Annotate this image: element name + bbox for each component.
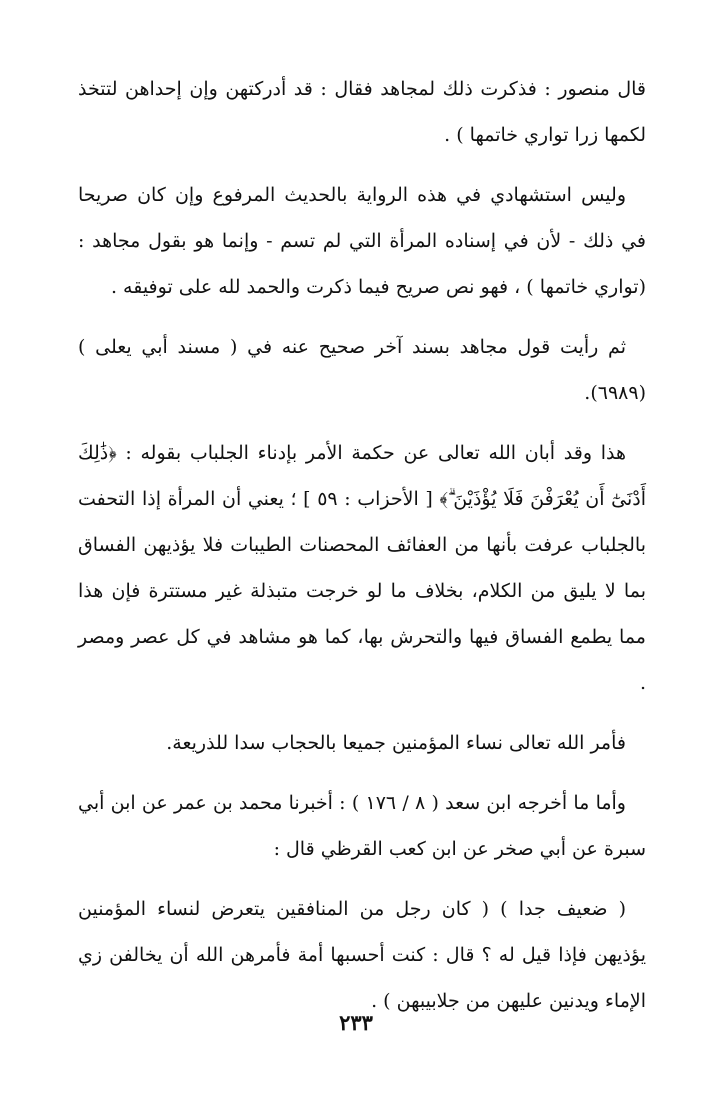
paragraph-musnad-abi-yala: ثم رأيت قول مجاهد بسند آخر صحيح عنه في ( مسند أبي يعلى ) (٦٩٨٩). <box>78 336 646 404</box>
paragraph-ibn-saad: وأما ما أخرجه ابن سعد ( ٨ / ١٧٦ ) : أخبرنا محمد بن عمر عن ابن أبي سبرة عن أبي صخر عن ابن كعب القرظي قال : <box>78 792 646 860</box>
paragraph-istishhad: وليس استشهادي في هذه الرواية بالحديث المرفوع وإن كان صريحا في ذلك - لأن في إسناده المرأة التي لم تسم - وإنما هو بقول مجاهد : (تواري خاتمها ) ، فهو نص صريح فيما ذكرت والحمد لله على توفيقه . <box>78 184 646 298</box>
paragraph-hikmat-jilbab: هذا وقد أبان الله تعالى عن حكمة الأمر بإدناء الجلباب بقوله : ﴿ذَٰلِكَ أَدْنَىٰٓ أَن يُعْرَفْنَ فَلَا يُؤْذَيْنَ ۗ﴾ [ الأحزاب : ٥٩ ] ؛ يعني أن المرأة إذا التحفت بالجلباب عرفت بأنها من العفائف المحصنات الطيبات فلا يؤذيهن الفساق بما لا يليق من الكلام، بخلاف ما لو خرجت متبذلة غير مستترة فإن هذا مما يطمع الفساق فيها والتحرش بها، كما هو مشاهد في كل عصر ومصر . <box>78 442 647 694</box>
paragraph-amr-hijab: فأمر الله تعالى نساء المؤمنين جميعا بالحجاب سدا للذريعة. <box>166 732 626 754</box>
paragraph-mansour-quote: قال منصور : فذكرت ذلك لمجاهد فقال : قد أدركتهن وإن إحداهن لتتخذ لكمها زرا تواري خاتمها ) . <box>78 78 646 146</box>
page-number: ٢٣٣ <box>339 1010 373 1035</box>
paragraph-daif-jiddan: ( ضعيف جدا ) ( كان رجل من المنافقين يتعرض لنساء المؤمنين يؤذيهن فإذا قيل له ؟ قال : كنت أحسبها أمة فأمرهن الله أن يخالفن زي الإماء ويدنين عليهن من جلابيبهن ) . <box>78 898 646 1012</box>
page-body-text <box>78 66 646 1038</box>
